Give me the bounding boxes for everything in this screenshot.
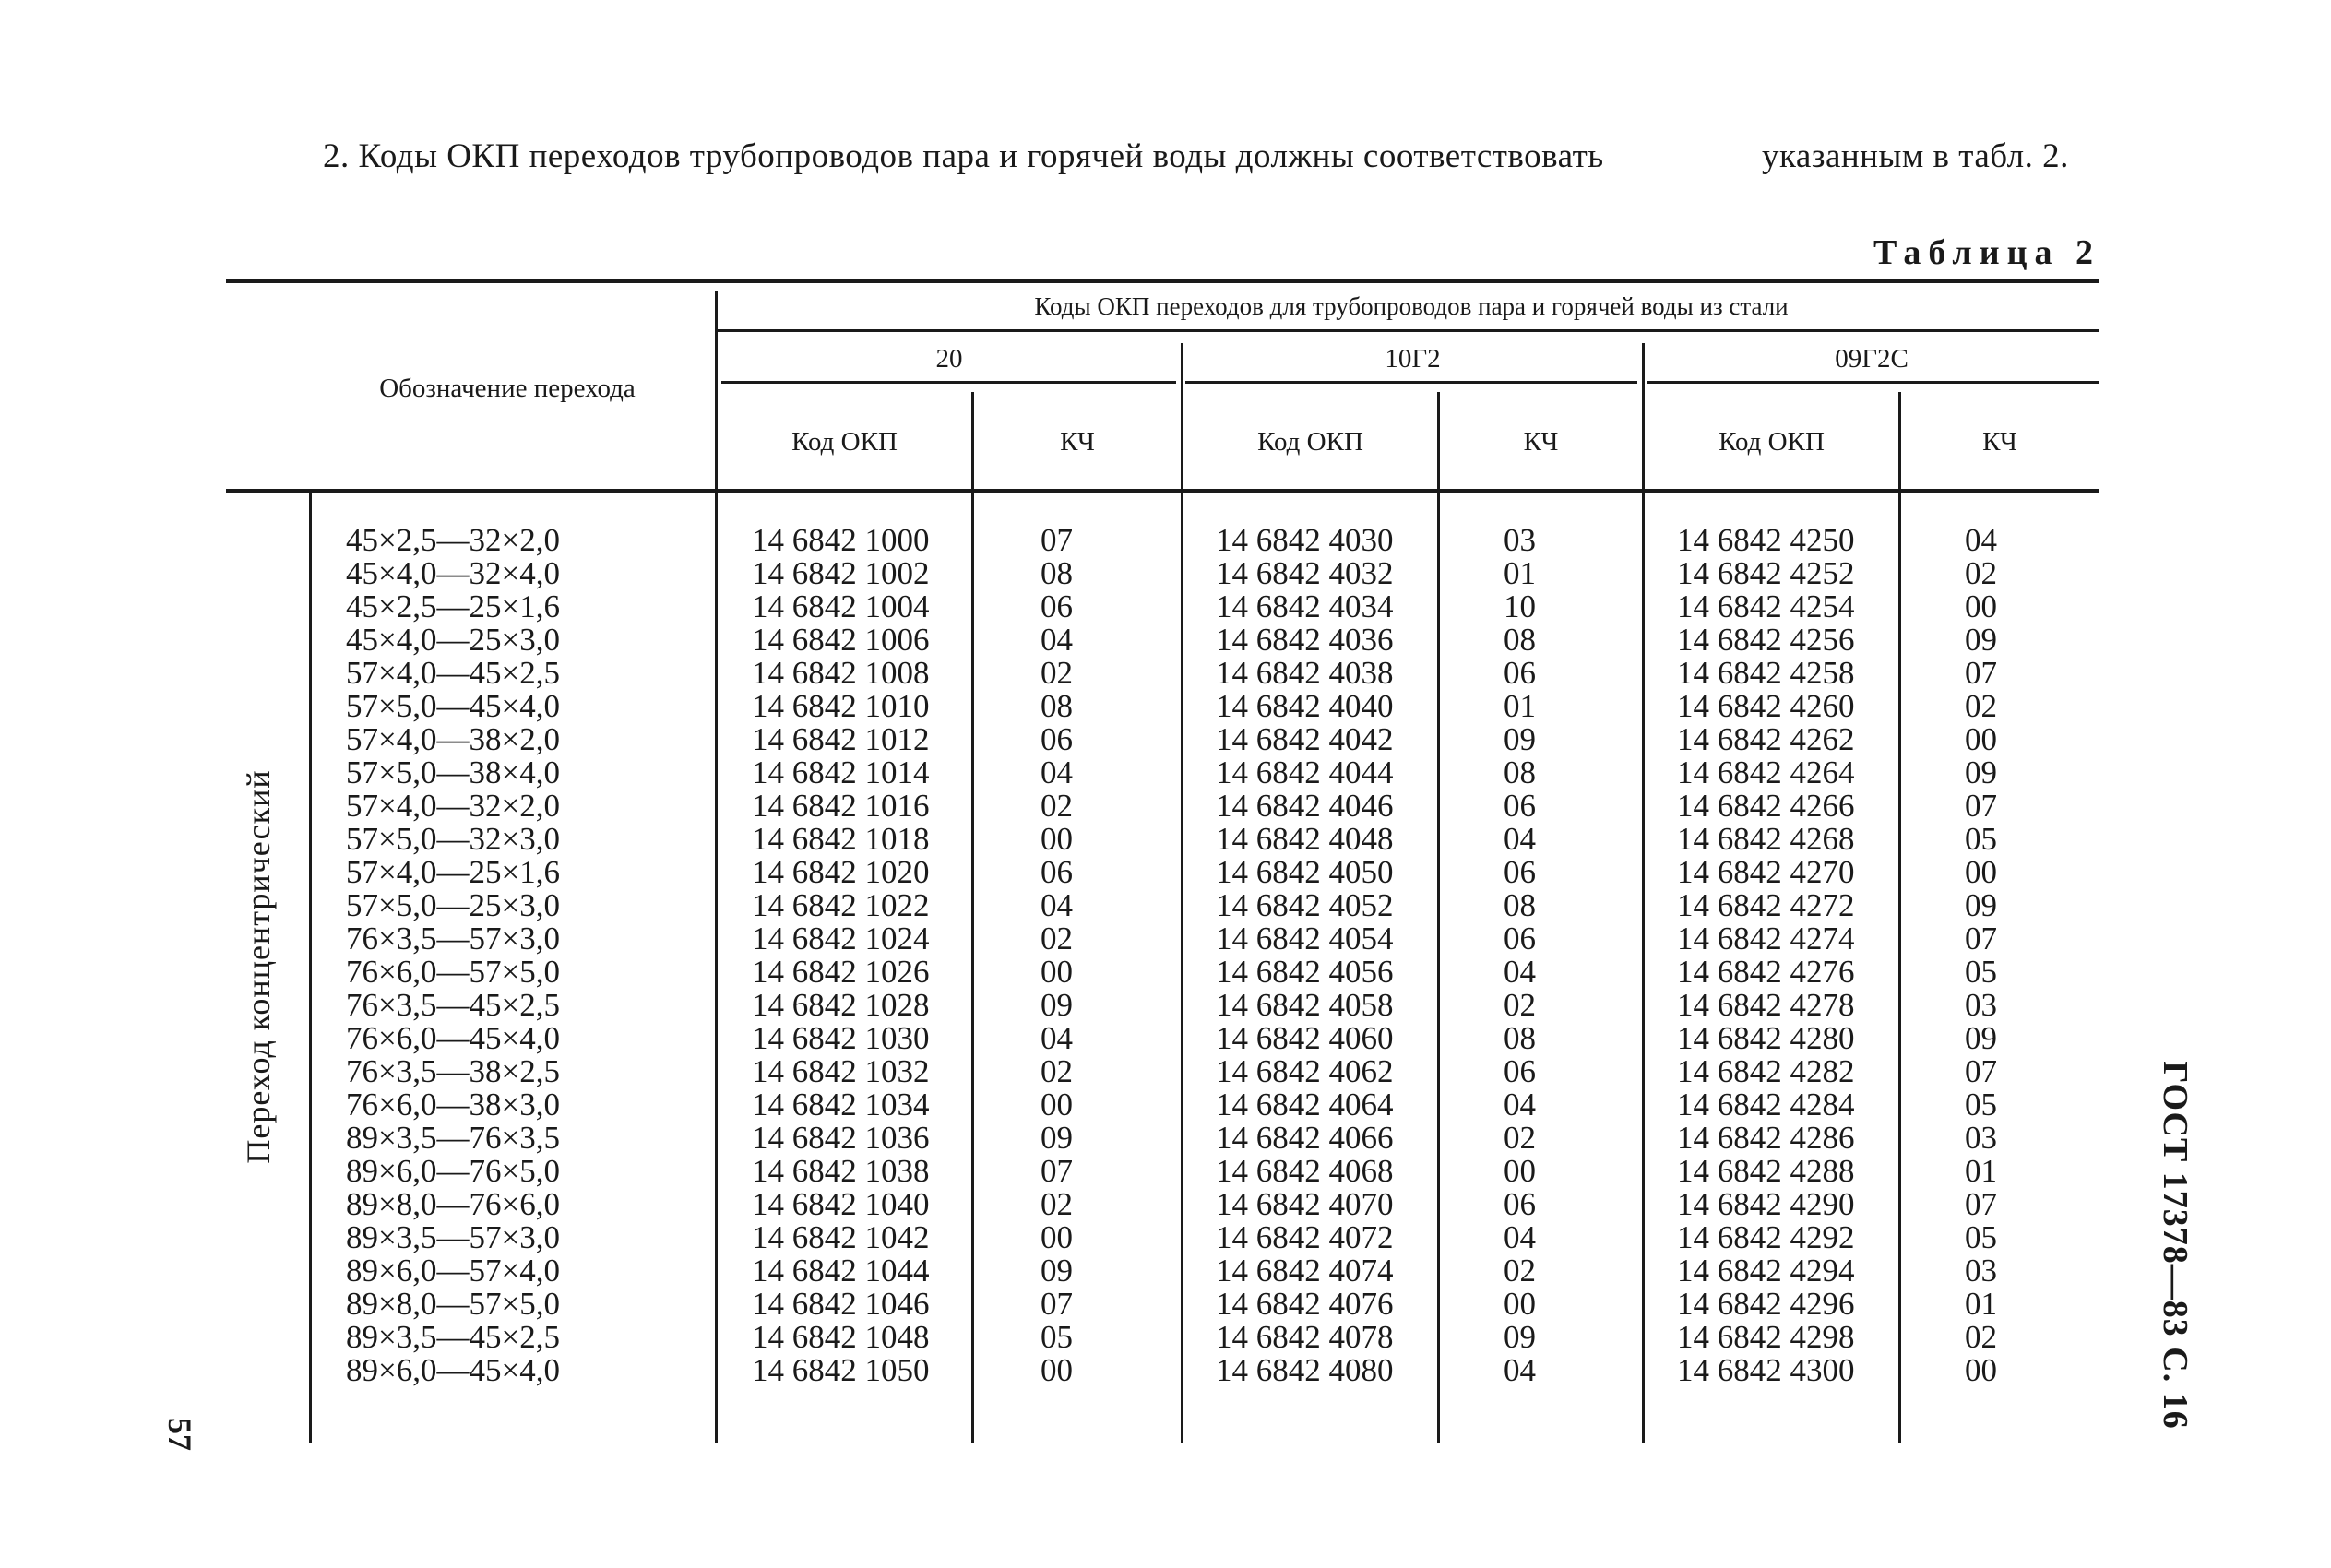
code-okp-10g2-cell: 14 6842 4032 bbox=[1216, 555, 1394, 591]
table-row bbox=[0, 1254, 2331, 1288]
kch-20-cell: 00 bbox=[1041, 1219, 1073, 1255]
code-okp-20-cell: 14 6842 1006 bbox=[752, 622, 930, 658]
header-divider-designation bbox=[715, 291, 718, 489]
table-row bbox=[0, 657, 2331, 690]
kch-10g2-cell: 01 bbox=[1504, 555, 1536, 591]
code-okp-20-cell: 14 6842 1044 bbox=[752, 1253, 930, 1289]
kch-09g2s-cell: 07 bbox=[1965, 921, 1997, 956]
designation-cell: 76×6,0—38×3,0 bbox=[346, 1087, 560, 1123]
header-code-okp-20: Код ОКП bbox=[791, 427, 898, 457]
kch-09g2s-cell: 07 bbox=[1965, 1186, 1997, 1222]
code-okp-20-cell: 14 6842 1014 bbox=[752, 754, 930, 790]
code-okp-09g2s-cell: 14 6842 4250 bbox=[1677, 522, 1855, 558]
kch-09g2s-cell: 09 bbox=[1965, 622, 1997, 658]
code-okp-20-cell: 14 6842 1038 bbox=[752, 1153, 930, 1189]
kch-10g2-cell: 00 bbox=[1504, 1286, 1536, 1322]
kch-20-cell: 06 bbox=[1041, 854, 1073, 890]
table-row bbox=[0, 1088, 2331, 1122]
kch-20-cell: 06 bbox=[1041, 721, 1073, 757]
code-okp-20-cell: 14 6842 1002 bbox=[752, 555, 930, 591]
kch-09g2s-cell: 05 bbox=[1965, 1087, 1997, 1123]
kch-20-cell: 02 bbox=[1041, 1186, 1073, 1222]
code-okp-20-cell: 14 6842 1026 bbox=[752, 954, 930, 990]
table-body bbox=[0, 524, 2331, 1387]
kch-20-cell: 09 bbox=[1041, 987, 1073, 1023]
code-okp-20-cell: 14 6842 1042 bbox=[752, 1219, 930, 1255]
code-okp-20-cell: 14 6842 1024 bbox=[752, 921, 930, 956]
kch-20-cell: 07 bbox=[1041, 1286, 1073, 1322]
code-okp-10g2-cell: 14 6842 4040 bbox=[1216, 688, 1394, 724]
kch-10g2-cell: 02 bbox=[1504, 1120, 1536, 1156]
kch-10g2-cell: 08 bbox=[1504, 754, 1536, 790]
steel-20-rule bbox=[721, 381, 1176, 384]
code-okp-10g2-cell: 14 6842 4036 bbox=[1216, 622, 1394, 658]
kch-20-cell: 02 bbox=[1041, 655, 1073, 691]
code-okp-20-cell: 14 6842 1048 bbox=[752, 1319, 930, 1355]
kch-10g2-cell: 06 bbox=[1504, 788, 1536, 824]
designation-cell: 57×5,0—38×4,0 bbox=[346, 754, 560, 790]
code-okp-09g2s-cell: 14 6842 4258 bbox=[1677, 655, 1855, 691]
kch-20-cell: 00 bbox=[1041, 954, 1073, 990]
kch-10g2-cell: 06 bbox=[1504, 1186, 1536, 1222]
kch-10g2-cell: 06 bbox=[1504, 921, 1536, 956]
kch-09g2s-cell: 02 bbox=[1965, 1319, 1997, 1355]
kch-20-cell: 09 bbox=[1041, 1253, 1073, 1289]
designation-cell: 57×5,0—25×3,0 bbox=[346, 887, 560, 923]
kch-09g2s-cell: 05 bbox=[1965, 821, 1997, 857]
kch-10g2-cell: 09 bbox=[1504, 1319, 1536, 1355]
header-code-okp-10g2: Код ОКП bbox=[1257, 427, 1363, 457]
kch-09g2s-cell: 01 bbox=[1965, 1153, 1997, 1189]
code-okp-09g2s-cell: 14 6842 4254 bbox=[1677, 588, 1855, 624]
table-row bbox=[0, 1288, 2331, 1321]
kch-20-cell: 08 bbox=[1041, 555, 1073, 591]
code-okp-10g2-cell: 14 6842 4052 bbox=[1216, 887, 1394, 923]
code-okp-10g2-cell: 14 6842 4062 bbox=[1216, 1053, 1394, 1089]
designation-cell: 57×4,0—38×2,0 bbox=[346, 721, 560, 757]
kch-20-cell: 07 bbox=[1041, 1153, 1073, 1189]
kch-10g2-cell: 08 bbox=[1504, 887, 1536, 923]
table-row bbox=[0, 956, 2331, 989]
kch-10g2-cell: 03 bbox=[1504, 522, 1536, 558]
kch-20-cell: 05 bbox=[1041, 1319, 1073, 1355]
header-code-okp-09g2s: Код ОКП bbox=[1719, 427, 1825, 457]
code-okp-10g2-cell: 14 6842 4046 bbox=[1216, 788, 1394, 824]
kch-10g2-cell: 04 bbox=[1504, 1219, 1536, 1255]
table-row bbox=[0, 823, 2331, 856]
table-row bbox=[0, 557, 2331, 590]
designation-cell: 45×4,0—25×3,0 bbox=[346, 622, 560, 658]
code-okp-10g2-cell: 14 6842 4058 bbox=[1216, 987, 1394, 1023]
kch-09g2s-cell: 07 bbox=[1965, 1053, 1997, 1089]
code-okp-09g2s-cell: 14 6842 4276 bbox=[1677, 954, 1855, 990]
header-steel-10g2: 10Г2 bbox=[1385, 344, 1441, 374]
code-okp-10g2-cell: 14 6842 4068 bbox=[1216, 1153, 1394, 1189]
kch-09g2s-cell: 00 bbox=[1965, 721, 1997, 757]
designation-cell: 89×6,0—57×4,0 bbox=[346, 1253, 560, 1289]
kch-20-cell: 00 bbox=[1041, 1087, 1073, 1123]
code-okp-09g2s-cell: 14 6842 4266 bbox=[1677, 788, 1855, 824]
code-okp-10g2-cell: 14 6842 4042 bbox=[1216, 721, 1394, 757]
header-steel-09g2s: 09Г2С bbox=[1835, 344, 1909, 374]
designation-cell: 89×8,0—76×6,0 bbox=[346, 1186, 560, 1222]
header-bottom-rule bbox=[226, 489, 2099, 493]
kch-10g2-cell: 06 bbox=[1504, 1053, 1536, 1089]
code-okp-20-cell: 14 6842 1030 bbox=[752, 1020, 930, 1056]
code-okp-10g2-cell: 14 6842 4038 bbox=[1216, 655, 1394, 691]
code-okp-20-cell: 14 6842 1028 bbox=[752, 987, 930, 1023]
code-okp-09g2s-cell: 14 6842 4290 bbox=[1677, 1186, 1855, 1222]
code-okp-10g2-cell: 14 6842 4074 bbox=[1216, 1253, 1394, 1289]
kch-20-cell: 02 bbox=[1041, 1053, 1073, 1089]
code-okp-09g2s-cell: 14 6842 4288 bbox=[1677, 1153, 1855, 1189]
code-okp-09g2s-cell: 14 6842 4274 bbox=[1677, 921, 1855, 956]
code-okp-10g2-cell: 14 6842 4030 bbox=[1216, 522, 1394, 558]
kch-10g2-cell: 10 bbox=[1504, 588, 1536, 624]
table-row bbox=[0, 856, 2331, 889]
table-row bbox=[0, 1188, 2331, 1221]
kch-10g2-cell: 08 bbox=[1504, 622, 1536, 658]
code-okp-20-cell: 14 6842 1050 bbox=[752, 1352, 930, 1388]
table-row bbox=[0, 1354, 2331, 1387]
page-number: 57 bbox=[161, 1418, 198, 1451]
kch-09g2s-cell: 09 bbox=[1965, 887, 1997, 923]
table-row bbox=[0, 989, 2331, 1022]
standard-reference: ГОСТ 17378—83 С. 16 bbox=[2156, 1061, 2194, 1430]
steel-10g2-rule bbox=[1185, 381, 1637, 384]
kch-10g2-cell: 02 bbox=[1504, 1253, 1536, 1289]
code-okp-09g2s-cell: 14 6842 4262 bbox=[1677, 721, 1855, 757]
header-kch-09g2s: КЧ bbox=[1982, 427, 2017, 457]
header-kch-20: КЧ bbox=[1060, 427, 1095, 457]
table-row bbox=[0, 922, 2331, 956]
intro-paragraph bbox=[323, 137, 2069, 176]
code-okp-09g2s-cell: 14 6842 4296 bbox=[1677, 1286, 1855, 1322]
designation-cell: 57×4,0—25×1,6 bbox=[346, 854, 560, 890]
header-steel-20: 20 bbox=[935, 344, 963, 374]
code-okp-09g2s-cell: 14 6842 4252 bbox=[1677, 555, 1855, 591]
code-okp-10g2-cell: 14 6842 4048 bbox=[1216, 821, 1394, 857]
code-okp-09g2s-cell: 14 6842 4286 bbox=[1677, 1120, 1855, 1156]
table-row bbox=[0, 624, 2331, 657]
code-okp-10g2-cell: 14 6842 4070 bbox=[1216, 1186, 1394, 1222]
code-okp-09g2s-cell: 14 6842 4256 bbox=[1677, 622, 1855, 658]
kch-20-cell: 04 bbox=[1041, 754, 1073, 790]
designation-cell: 89×6,0—76×5,0 bbox=[346, 1153, 560, 1189]
code-okp-09g2s-cell: 14 6842 4282 bbox=[1677, 1053, 1855, 1089]
code-okp-20-cell: 14 6842 1018 bbox=[752, 821, 930, 857]
code-okp-20-cell: 14 6842 1012 bbox=[752, 721, 930, 757]
designation-cell: 76×6,0—45×4,0 bbox=[346, 1020, 560, 1056]
designation-cell: 45×2,5—25×1,6 bbox=[346, 588, 560, 624]
designation-cell: 89×6,0—45×4,0 bbox=[346, 1352, 560, 1388]
code-okp-10g2-cell: 14 6842 4056 bbox=[1216, 954, 1394, 990]
table-row bbox=[0, 1055, 2331, 1088]
code-okp-20-cell: 14 6842 1036 bbox=[752, 1120, 930, 1156]
code-okp-10g2-cell: 14 6842 4054 bbox=[1216, 921, 1394, 956]
code-okp-10g2-cell: 14 6842 4076 bbox=[1216, 1286, 1394, 1322]
code-okp-20-cell: 14 6842 1010 bbox=[752, 688, 930, 724]
header-kch-10g2: КЧ bbox=[1523, 427, 1559, 457]
table-row bbox=[0, 1122, 2331, 1155]
designation-cell: 45×4,0—32×4,0 bbox=[346, 555, 560, 591]
code-okp-20-cell: 14 6842 1008 bbox=[752, 655, 930, 691]
designation-cell: 76×3,5—38×2,5 bbox=[346, 1053, 560, 1089]
code-okp-09g2s-cell: 14 6842 4272 bbox=[1677, 887, 1855, 923]
kch-10g2-cell: 08 bbox=[1504, 1020, 1536, 1056]
designation-cell: 76×3,5—45×2,5 bbox=[346, 987, 560, 1023]
table-row bbox=[0, 889, 2331, 922]
table-row bbox=[0, 690, 2331, 723]
code-okp-10g2-cell: 14 6842 4060 bbox=[1216, 1020, 1394, 1056]
code-okp-20-cell: 14 6842 1020 bbox=[752, 854, 930, 890]
kch-09g2s-cell: 07 bbox=[1965, 655, 1997, 691]
table-row bbox=[0, 590, 2331, 624]
kch-20-cell: 08 bbox=[1041, 688, 1073, 724]
kch-10g2-cell: 00 bbox=[1504, 1153, 1536, 1189]
designation-cell: 89×3,5—57×3,0 bbox=[346, 1219, 560, 1255]
code-okp-09g2s-cell: 14 6842 4294 bbox=[1677, 1253, 1855, 1289]
kch-20-cell: 04 bbox=[1041, 1020, 1073, 1056]
designation-cell: 57×4,0—32×2,0 bbox=[346, 788, 560, 824]
kch-20-cell: 00 bbox=[1041, 821, 1073, 857]
code-okp-10g2-cell: 14 6842 4050 bbox=[1216, 854, 1394, 890]
steel-09g2s-rule bbox=[1647, 381, 2099, 384]
table-row bbox=[0, 790, 2331, 823]
kch-10g2-cell: 06 bbox=[1504, 854, 1536, 890]
designation-cell: 89×3,5—45×2,5 bbox=[346, 1319, 560, 1355]
kch-20-cell: 07 bbox=[1041, 522, 1073, 558]
kch-10g2-cell: 04 bbox=[1504, 821, 1536, 857]
designation-cell: 45×2,5—32×2,0 bbox=[346, 522, 560, 558]
code-okp-10g2-cell: 14 6842 4066 bbox=[1216, 1120, 1394, 1156]
kch-09g2s-cell: 00 bbox=[1965, 588, 1997, 624]
table-row bbox=[0, 1321, 2331, 1354]
intro-paragraph-reference: указанным в табл. 2. bbox=[1762, 137, 2069, 175]
kch-10g2-cell: 01 bbox=[1504, 688, 1536, 724]
code-okp-20-cell: 14 6842 1004 bbox=[752, 588, 930, 624]
code-okp-20-cell: 14 6842 1046 bbox=[752, 1286, 930, 1322]
code-okp-09g2s-cell: 14 6842 4284 bbox=[1677, 1087, 1855, 1123]
code-okp-10g2-cell: 14 6842 4044 bbox=[1216, 754, 1394, 790]
header-codes-group: Коды ОКП переходов для трубопроводов пара и горячей воды из стали bbox=[1034, 292, 1789, 320]
kch-20-cell: 06 bbox=[1041, 588, 1073, 624]
kch-20-cell: 04 bbox=[1041, 622, 1073, 658]
kch-09g2s-cell: 05 bbox=[1965, 1219, 1997, 1255]
kch-09g2s-cell: 02 bbox=[1965, 688, 1997, 724]
code-okp-10g2-cell: 14 6842 4072 bbox=[1216, 1219, 1394, 1255]
kch-10g2-cell: 04 bbox=[1504, 1087, 1536, 1123]
table-row bbox=[0, 756, 2331, 790]
designation-cell: 57×4,0—45×2,5 bbox=[346, 655, 560, 691]
table-row bbox=[0, 1022, 2331, 1055]
kch-09g2s-cell: 03 bbox=[1965, 987, 1997, 1023]
kch-09g2s-cell: 00 bbox=[1965, 854, 1997, 890]
code-okp-09g2s-cell: 14 6842 4280 bbox=[1677, 1020, 1855, 1056]
code-okp-09g2s-cell: 14 6842 4268 bbox=[1677, 821, 1855, 857]
table-row bbox=[0, 723, 2331, 756]
table-top-rule bbox=[226, 279, 2099, 283]
designation-cell: 76×6,0—57×5,0 bbox=[346, 954, 560, 990]
side-label-concentric: Переход концентрический bbox=[240, 769, 277, 1164]
kch-20-cell: 09 bbox=[1041, 1120, 1073, 1156]
designation-cell: 89×3,5—76×3,5 bbox=[346, 1120, 560, 1156]
code-okp-09g2s-cell: 14 6842 4298 bbox=[1677, 1319, 1855, 1355]
table-title: Таблица 2 bbox=[1873, 233, 2100, 272]
code-okp-20-cell: 14 6842 1032 bbox=[752, 1053, 930, 1089]
designation-cell: 89×8,0—57×5,0 bbox=[346, 1286, 560, 1322]
code-okp-20-cell: 14 6842 1022 bbox=[752, 887, 930, 923]
code-okp-10g2-cell: 14 6842 4064 bbox=[1216, 1087, 1394, 1123]
code-okp-10g2-cell: 14 6842 4080 bbox=[1216, 1352, 1394, 1388]
kch-09g2s-cell: 02 bbox=[1965, 555, 1997, 591]
header-designation: Обозначение перехода bbox=[379, 374, 636, 403]
code-okp-09g2s-cell: 14 6842 4264 bbox=[1677, 754, 1855, 790]
code-okp-20-cell: 14 6842 1034 bbox=[752, 1087, 930, 1123]
designation-cell: 76×3,5—57×3,0 bbox=[346, 921, 560, 956]
code-okp-09g2s-cell: 14 6842 4292 bbox=[1677, 1219, 1855, 1255]
code-okp-20-cell: 14 6842 1040 bbox=[752, 1186, 930, 1222]
kch-20-cell: 00 bbox=[1041, 1352, 1073, 1388]
intro-paragraph-text: 2. Коды ОКП переходов трубопроводов пара и горячей воды должны соответствовать bbox=[323, 137, 1604, 175]
designation-cell: 57×5,0—32×3,0 bbox=[346, 821, 560, 857]
code-okp-09g2s-cell: 14 6842 4300 bbox=[1677, 1352, 1855, 1388]
kch-09g2s-cell: 00 bbox=[1965, 1352, 1997, 1388]
kch-09g2s-cell: 07 bbox=[1965, 788, 1997, 824]
code-okp-20-cell: 14 6842 1016 bbox=[752, 788, 930, 824]
kch-09g2s-cell: 05 bbox=[1965, 954, 1997, 990]
code-okp-09g2s-cell: 14 6842 4278 bbox=[1677, 987, 1855, 1023]
kch-20-cell: 02 bbox=[1041, 788, 1073, 824]
kch-09g2s-cell: 04 bbox=[1965, 522, 1997, 558]
kch-09g2s-cell: 03 bbox=[1965, 1120, 1997, 1156]
table-row bbox=[0, 1155, 2331, 1188]
kch-20-cell: 02 bbox=[1041, 921, 1073, 956]
kch-10g2-cell: 04 bbox=[1504, 954, 1536, 990]
table-row bbox=[0, 524, 2331, 557]
code-okp-09g2s-cell: 14 6842 4270 bbox=[1677, 854, 1855, 890]
kch-09g2s-cell: 09 bbox=[1965, 754, 1997, 790]
table-row bbox=[0, 1221, 2331, 1254]
kch-09g2s-cell: 03 bbox=[1965, 1253, 1997, 1289]
code-okp-20-cell: 14 6842 1000 bbox=[752, 522, 930, 558]
kch-10g2-cell: 04 bbox=[1504, 1352, 1536, 1388]
group-header-rule bbox=[715, 329, 2099, 332]
code-okp-10g2-cell: 14 6842 4078 bbox=[1216, 1319, 1394, 1355]
kch-10g2-cell: 09 bbox=[1504, 721, 1536, 757]
designation-cell: 57×5,0—45×4,0 bbox=[346, 688, 560, 724]
kch-10g2-cell: 02 bbox=[1504, 987, 1536, 1023]
code-okp-09g2s-cell: 14 6842 4260 bbox=[1677, 688, 1855, 724]
kch-09g2s-cell: 09 bbox=[1965, 1020, 1997, 1056]
kch-09g2s-cell: 01 bbox=[1965, 1286, 1997, 1322]
code-okp-10g2-cell: 14 6842 4034 bbox=[1216, 588, 1394, 624]
kch-20-cell: 04 bbox=[1041, 887, 1073, 923]
kch-10g2-cell: 06 bbox=[1504, 655, 1536, 691]
